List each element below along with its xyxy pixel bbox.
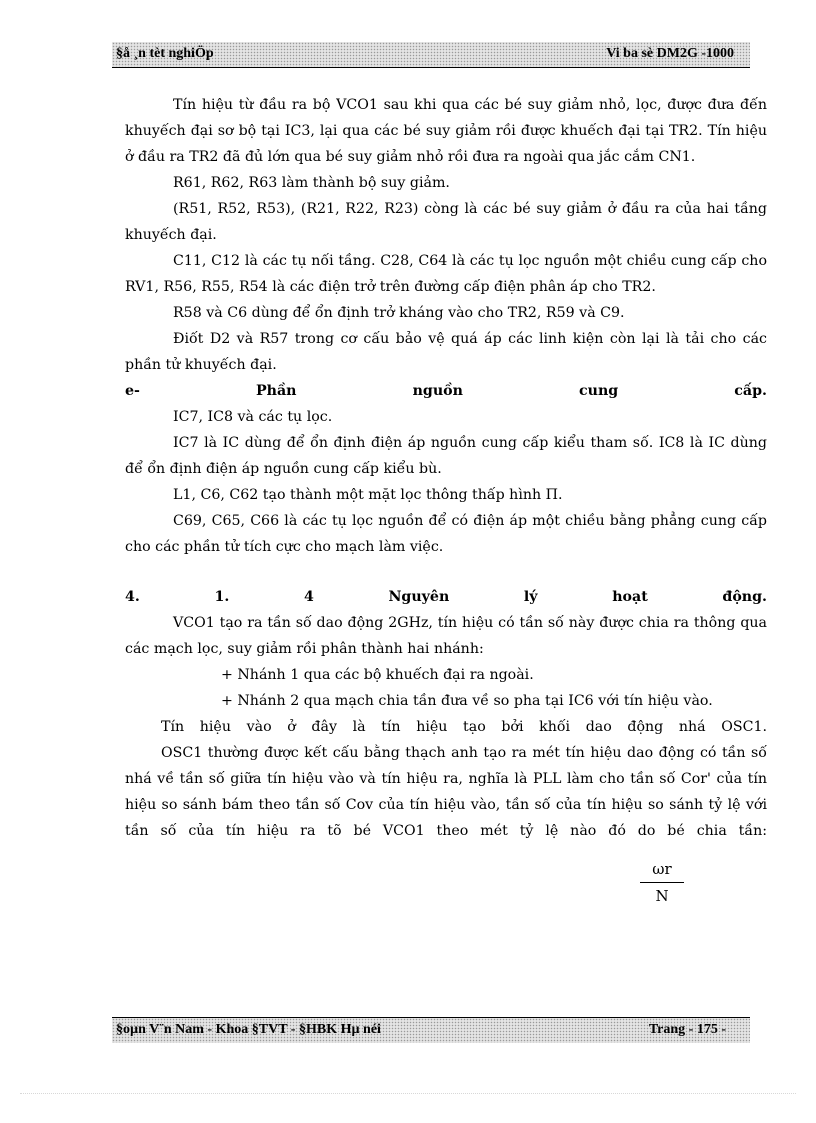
footer-author: §oµn V¨n Nam - Khoa §TVT - §HBK Hµ néi [116, 1022, 381, 1037]
paragraph: R61, R62, R63 làm thành bộ suy giảm. [173, 175, 450, 191]
document-body [125, 92, 767, 844]
footer-page-number: Trang - 175 - [648, 1022, 726, 1037]
page-footer [112, 1017, 750, 1043]
list-item: + Nhánh 2 qua mạch chia tần đưa về so pha tại IC6 với tín hiệu vào. [221, 693, 713, 709]
section-heading-4-1-4: 4. 1. 4 Nguyên lý hoạt động. [125, 589, 767, 605]
section-heading-e: e- Phần nguồn cung cấp. [125, 383, 767, 399]
paragraph: VCO1 tạo ra tần số dao động 2GHz, tín hiệu có tần số này được chia ra thông qua các mạch lọc, suy giảm rồi phân thành hai nhánh: [125, 615, 767, 657]
paragraph: C69, C65, C66 là các tụ lọc nguồn để có điện áp một chiều bằng phẳng cung cấp cho các phần tử tích cực cho mạch làm việc. [125, 513, 767, 555]
fraction-denominator: N [655, 887, 669, 905]
spacer [125, 560, 767, 584]
fraction-numerator: ωr [640, 858, 684, 883]
paragraph: (R51, R52, R53), (R21, R22, R23) còng là các bé suy giảm ở đầu ra của hai tầng khuyếch đại. [125, 201, 767, 243]
paragraph: IC7, IC8 và các tụ lọc. [173, 409, 333, 425]
header-right-title: Vi ba sè DM2G -1000 [606, 46, 734, 61]
paragraph: L1, C6, C62 tạo thành một mặt lọc thông thấp hình Π. [173, 487, 563, 503]
header-left-title: §å ¸n tèt nghiÖp [116, 46, 214, 61]
divider [20, 1093, 796, 1095]
paragraph: Điốt D2 và R57 trong cơ cấu bảo vệ quá áp các linh kiện còn lại là tải cho các phần tử khuyếch đại. [125, 331, 767, 373]
paragraph: OSC1 thường được kết cấu bằng thạch anh tạo ra mét tín hiệu dao động có tần số nhá về tần số giữa tín hiệu vào và tín hiệu ra, nghĩa là PLL làm cho tần số Cor' của tín hiệu so sánh bám theo tần số Cov của tín hiệu vào, tần số của tín hiệu so sánh tỷ lệ với tần số của tín hiệu ra tõ bé VCO1 theo mét tỷ lệ nào đó do bé chia tần: [125, 745, 767, 839]
paragraph: Tín hiệu vào ở đây là tín hiệu tạo bởi khối dao động nhá OSC1. [161, 719, 767, 735]
fraction-formula [640, 858, 684, 909]
page-header [112, 42, 750, 68]
paragraph: C11, C12 là các tụ nối tầng. C28, C64 là các tụ lọc nguồn một chiều cung cấp cho RV1, R56, R55, R54 là các điện trở trên đường cấp điện phân áp cho TR2. [125, 253, 767, 295]
paragraph: Tín hiệu từ đầu ra bộ VCO1 sau khi qua các bé suy giảm nhỏ, lọc, được đưa đến khuyếch đại sơ bộ tại IC3, lại qua các bé suy giảm rồi được khuếch đại tại TR2. Tín hiệu ở đầu ra TR2 đã đủ lớn qua bé suy giảm nhỏ rồi đưa ra ngoài qua jắc cắm CN1. [125, 97, 767, 165]
paragraph: IC7 là IC dùng để ổn định điện áp nguồn cung cấp kiểu tham số. IC8 là IC dùng để ổn định điện áp nguồn cung cấp kiểu bù. [125, 435, 767, 477]
paragraph: R58 và C6 dùng để ổn định trở kháng vào cho TR2, R59 và C9. [173, 305, 625, 321]
list-item: + Nhánh 1 qua các bộ khuếch đại ra ngoài. [221, 667, 534, 683]
